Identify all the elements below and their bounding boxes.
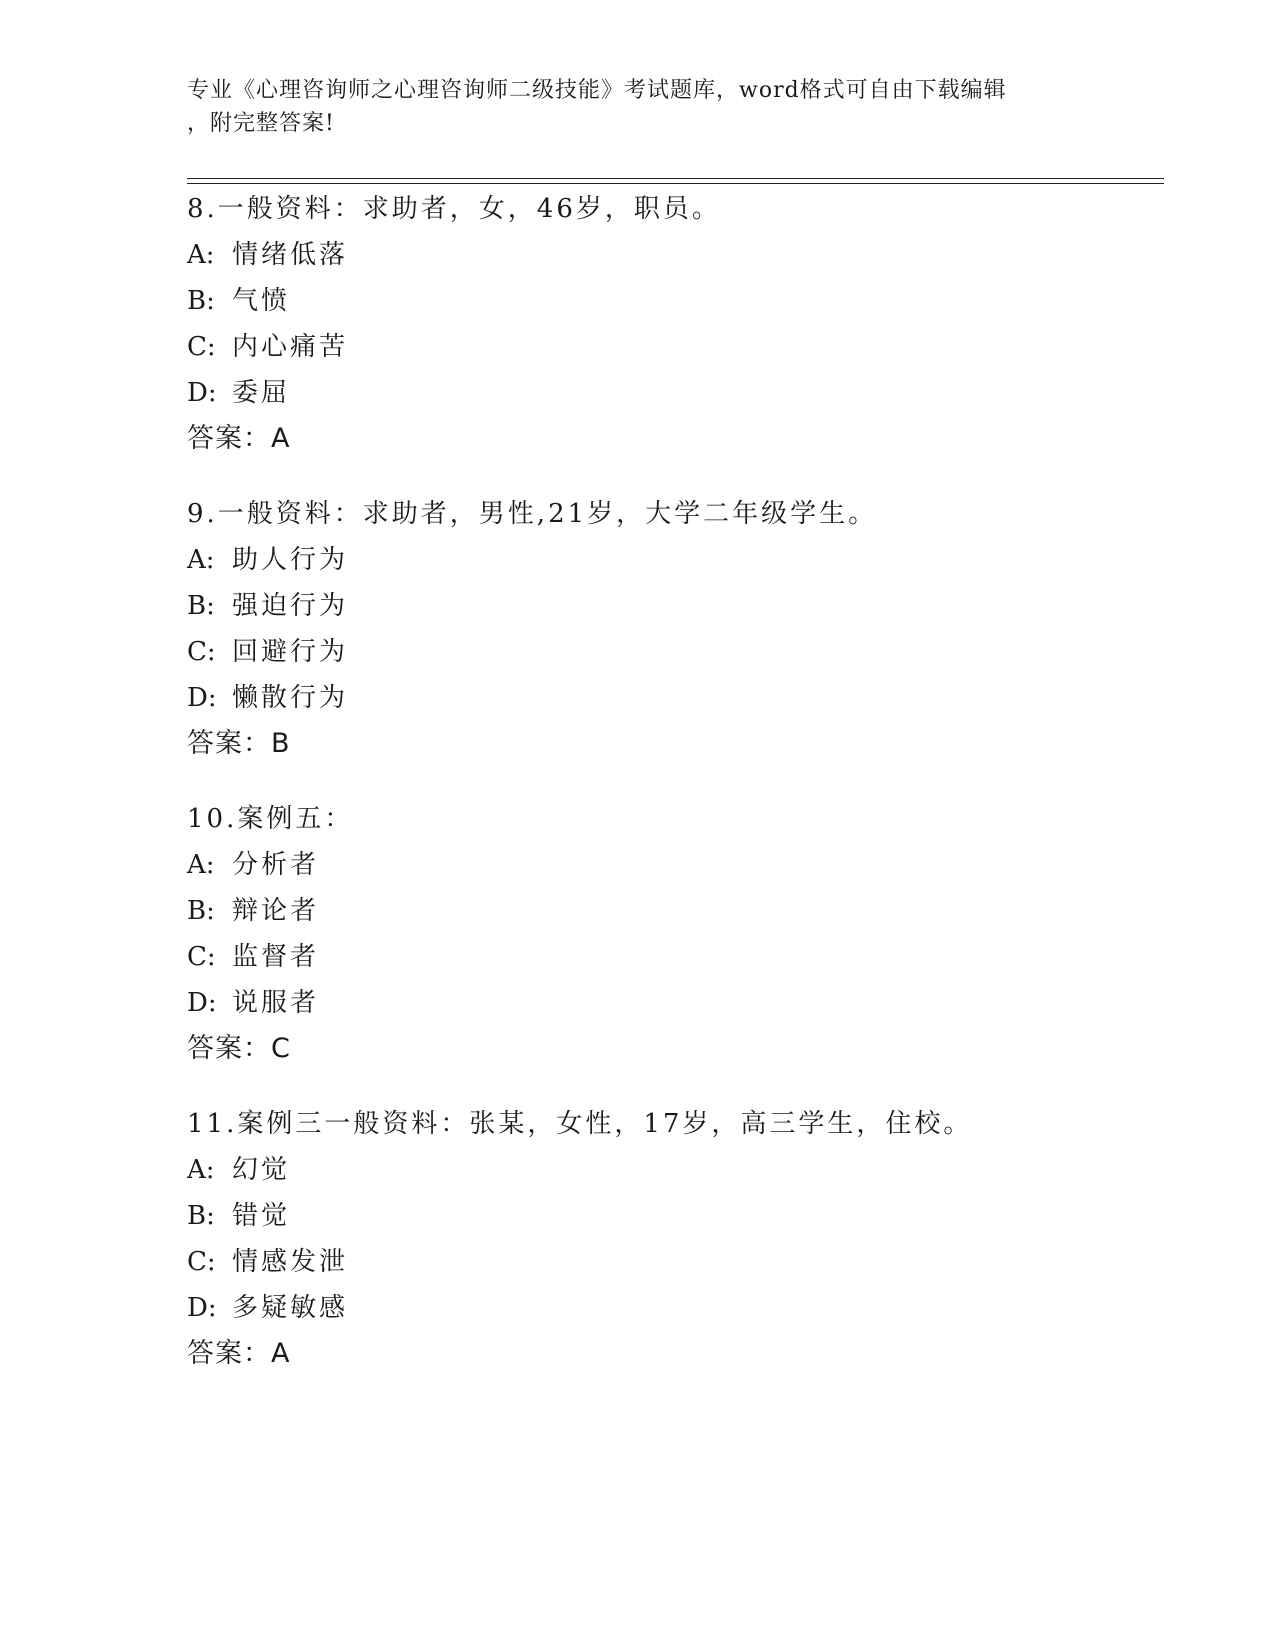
option-d (187, 980, 1187, 1026)
option-b (187, 1193, 1187, 1239)
option-letter: B: (187, 591, 215, 621)
option-letter: D: (187, 378, 217, 408)
option-letter: C: (187, 942, 216, 972)
option-text: 委屈 (232, 378, 291, 408)
question-title: 10.案例五： (187, 804, 354, 834)
option-text: 幻觉 (232, 1155, 291, 1185)
option-d (187, 370, 1187, 416)
option-a (187, 537, 1187, 583)
option-letter: B: (187, 1201, 215, 1231)
option-text: 错觉 (232, 1201, 291, 1231)
header-divider-bottom (187, 183, 1164, 184)
question-title: 8.一般资料：求助者，女，46岁，职员。 (187, 194, 721, 224)
header-line-1: 专业《心理咨询师之心理咨询师二级技能》考试题库，word格式可自由下载编辑 (187, 78, 1007, 103)
header-divider-top (187, 178, 1164, 179)
option-a (187, 842, 1187, 888)
answer: 答案：C (187, 1033, 291, 1064)
option-text: 懒散行为 (232, 683, 349, 713)
option-letter: D: (187, 683, 217, 713)
document-header (187, 74, 1087, 140)
option-d (187, 1285, 1187, 1331)
option-text: 强迫行为 (232, 591, 349, 621)
option-text: 情感发泄 (232, 1247, 349, 1277)
option-text: 多疑敏感 (232, 1293, 349, 1323)
option-text: 回避行为 (232, 637, 349, 667)
option-text: 辩论者 (232, 896, 320, 926)
option-letter: A: (187, 240, 215, 270)
option-letter: C: (187, 332, 216, 362)
option-a (187, 1147, 1187, 1193)
question-title: 9.一般资料：求助者，男性,21岁，大学二年级学生。 (187, 499, 878, 529)
question-9 (187, 491, 1187, 767)
question-11 (187, 1101, 1187, 1377)
option-letter: A: (187, 1155, 215, 1185)
option-letter: A: (187, 545, 215, 575)
option-text: 说服者 (232, 988, 320, 1018)
header-line-2: ，附完整答案! (187, 111, 335, 136)
option-letter: C: (187, 637, 216, 667)
option-c (187, 629, 1187, 675)
option-c (187, 1239, 1187, 1285)
question-title: 11.案例三一般资料：张某，女性，17岁，高三学生，住校。 (187, 1109, 973, 1139)
question-10 (187, 796, 1187, 1072)
option-b (187, 278, 1187, 324)
answer: 答案：A (187, 423, 291, 454)
option-c (187, 934, 1187, 980)
option-text: 内心痛苦 (232, 332, 349, 362)
option-d (187, 675, 1187, 721)
option-text: 监督者 (232, 942, 320, 972)
option-text: 气愤 (232, 286, 291, 316)
option-text: 助人行为 (232, 545, 349, 575)
answer: 答案：B (187, 728, 291, 759)
option-letter: B: (187, 286, 215, 316)
option-b (187, 583, 1187, 629)
option-letter: B: (187, 896, 215, 926)
option-letter: C: (187, 1247, 216, 1277)
option-letter: D: (187, 1293, 217, 1323)
answer: 答案：A (187, 1338, 291, 1369)
option-b (187, 888, 1187, 934)
option-c (187, 324, 1187, 370)
question-8 (187, 186, 1187, 462)
option-text: 情绪低落 (232, 240, 349, 270)
option-letter: A: (187, 850, 215, 880)
option-letter: D: (187, 988, 217, 1018)
option-a (187, 232, 1187, 278)
option-text: 分析者 (232, 850, 320, 880)
